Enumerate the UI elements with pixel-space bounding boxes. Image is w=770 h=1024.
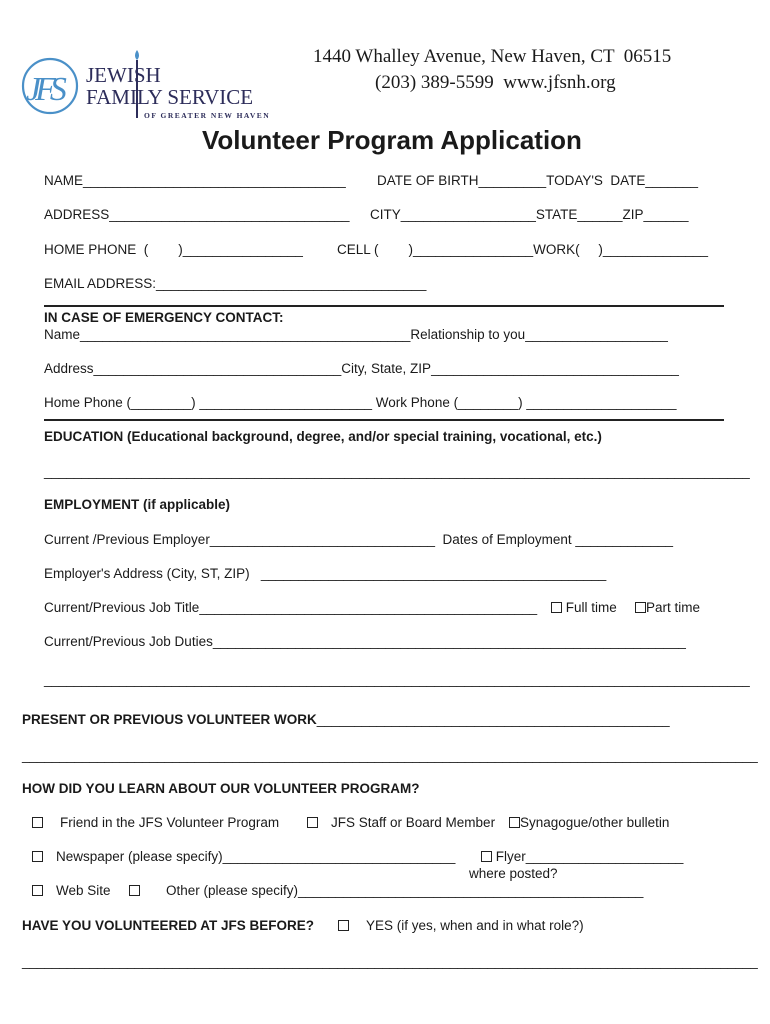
education-field[interactable]: ______________________________________________________________________________________________ <box>44 464 750 479</box>
flyer-checkbox[interactable] <box>481 851 492 862</box>
full-time-label: Full time <box>565 600 617 615</box>
city-state-zip-fields[interactable]: CITY__________________STATE______ZIP______ <box>370 207 689 222</box>
staff-label: JFS Staff or Board Member <box>331 815 496 830</box>
address-field[interactable]: ADDRESS________________________________ <box>44 207 350 222</box>
logo-mark: JFS <box>26 71 61 108</box>
org-contact: (203) 389-5599 www.jfsnh.org <box>375 72 616 93</box>
home-phone-field[interactable]: HOME PHONE ( )________________ <box>44 242 303 257</box>
divider <box>44 305 724 307</box>
full-time-checkbox[interactable] <box>551 602 562 613</box>
newspaper-label: Newspaper (please specify)_______________________________ <box>56 849 456 864</box>
before-yes-checkbox[interactable] <box>338 920 349 931</box>
divider <box>44 419 724 421</box>
part-time-option[interactable] <box>635 600 700 616</box>
website-checkbox[interactable] <box>32 885 43 896</box>
staff-option[interactable] <box>307 815 495 831</box>
emergency-heading: IN CASE OF EMERGENCY CONTACT: <box>44 310 284 325</box>
email-field[interactable]: EMAIL ADDRESS:____________________________________ <box>44 276 427 291</box>
employment-heading: EMPLOYMENT (if applicable) <box>44 497 231 512</box>
page-title: Volunteer Program Application <box>202 125 582 155</box>
website-label: Web Site <box>56 883 111 898</box>
part-time-label: Part time <box>646 600 701 615</box>
newspaper-checkbox[interactable] <box>32 851 43 862</box>
synagogue-label: Synagogue/other bulletin <box>520 815 670 830</box>
emergency-phones-field[interactable]: Home Phone (________) _______________________ Work Phone (________) ____________________ <box>44 395 677 410</box>
jfs-logo <box>20 48 310 123</box>
emergency-address-field[interactable]: Address_________________________________City, State, ZIP_________________________________ <box>44 361 679 376</box>
friend-label: Friend in the JFS Volunteer Program <box>60 815 280 830</box>
logo-line1: JEWISH <box>86 63 161 87</box>
volunteer-work-field[interactable] <box>22 712 670 728</box>
part-time-checkbox[interactable] <box>635 602 646 613</box>
volunteer-work-underline: _______________________________________________ <box>316 712 670 727</box>
full-time-option[interactable] <box>551 600 617 616</box>
employer-field[interactable]: Current /Previous Employer______________________________ Dates of Employment _____________ <box>44 532 673 547</box>
flyer-label: Flyer_____________________ <box>495 849 684 864</box>
before-yes-option[interactable] <box>338 918 584 934</box>
education-heading: EDUCATION (Educational background, degree, and/or special training, vocational, etc.) <box>44 429 602 444</box>
other-option[interactable] <box>129 883 643 899</box>
where-posted-label: where posted? <box>469 866 558 881</box>
org-address: 1440 Whalley Avenue, New Haven, CT 06515 <box>313 46 672 67</box>
friend-option[interactable] <box>32 815 279 831</box>
friend-checkbox[interactable] <box>32 817 43 828</box>
before-question: HAVE YOU VOLUNTEERED AT JFS BEFORE? <box>22 918 315 933</box>
other-checkbox[interactable] <box>129 885 140 896</box>
dob-date-fields[interactable]: DATE OF BIRTH_________TODAY'S DATE_______ <box>377 173 698 188</box>
learn-heading: HOW DID YOU LEARN ABOUT OUR VOLUNTEER PROGRAM? <box>22 781 420 796</box>
website-option[interactable] <box>32 883 111 899</box>
newspaper-option[interactable] <box>32 849 455 865</box>
other-label: Other (please specify)______________________________________________ <box>166 883 644 898</box>
flyer-option[interactable] <box>481 849 683 865</box>
employer-address-field[interactable]: Employer's Address (City, ST, ZIP) ______________________________________________ <box>44 566 607 581</box>
before-yes-label: YES (if yes, when and in what role?) <box>366 918 584 933</box>
volunteer-work-line-2[interactable]: __________________________________________________________________________________________________ <box>22 748 758 763</box>
name-field[interactable]: NAME___________________________________ <box>44 173 346 188</box>
cell-work-fields[interactable]: CELL ( )________________WORK( )______________ <box>337 242 708 257</box>
before-details-field[interactable]: __________________________________________________________________________________________________ <box>22 954 758 969</box>
emergency-name-field[interactable]: Name____________________________________________Relationship to you___________________ <box>44 327 668 342</box>
logo-line3: OF GREATER NEW HAVEN <box>144 111 271 120</box>
logo-line2: FAMILY SERVICE <box>86 85 254 109</box>
synagogue-option[interactable] <box>509 815 669 831</box>
volunteer-work-heading: PRESENT OR PREVIOUS VOLUNTEER WORK <box>22 712 317 727</box>
job-title-field[interactable]: Current/Previous Job Title_____________________________________________ <box>44 600 538 615</box>
synagogue-checkbox[interactable] <box>509 817 520 828</box>
job-duties-line-2[interactable]: ______________________________________________________________________________________________ <box>44 672 750 687</box>
job-duties-field[interactable]: Current/Previous Job Duties_______________________________________________________________ <box>44 634 686 649</box>
staff-checkbox[interactable] <box>307 817 318 828</box>
